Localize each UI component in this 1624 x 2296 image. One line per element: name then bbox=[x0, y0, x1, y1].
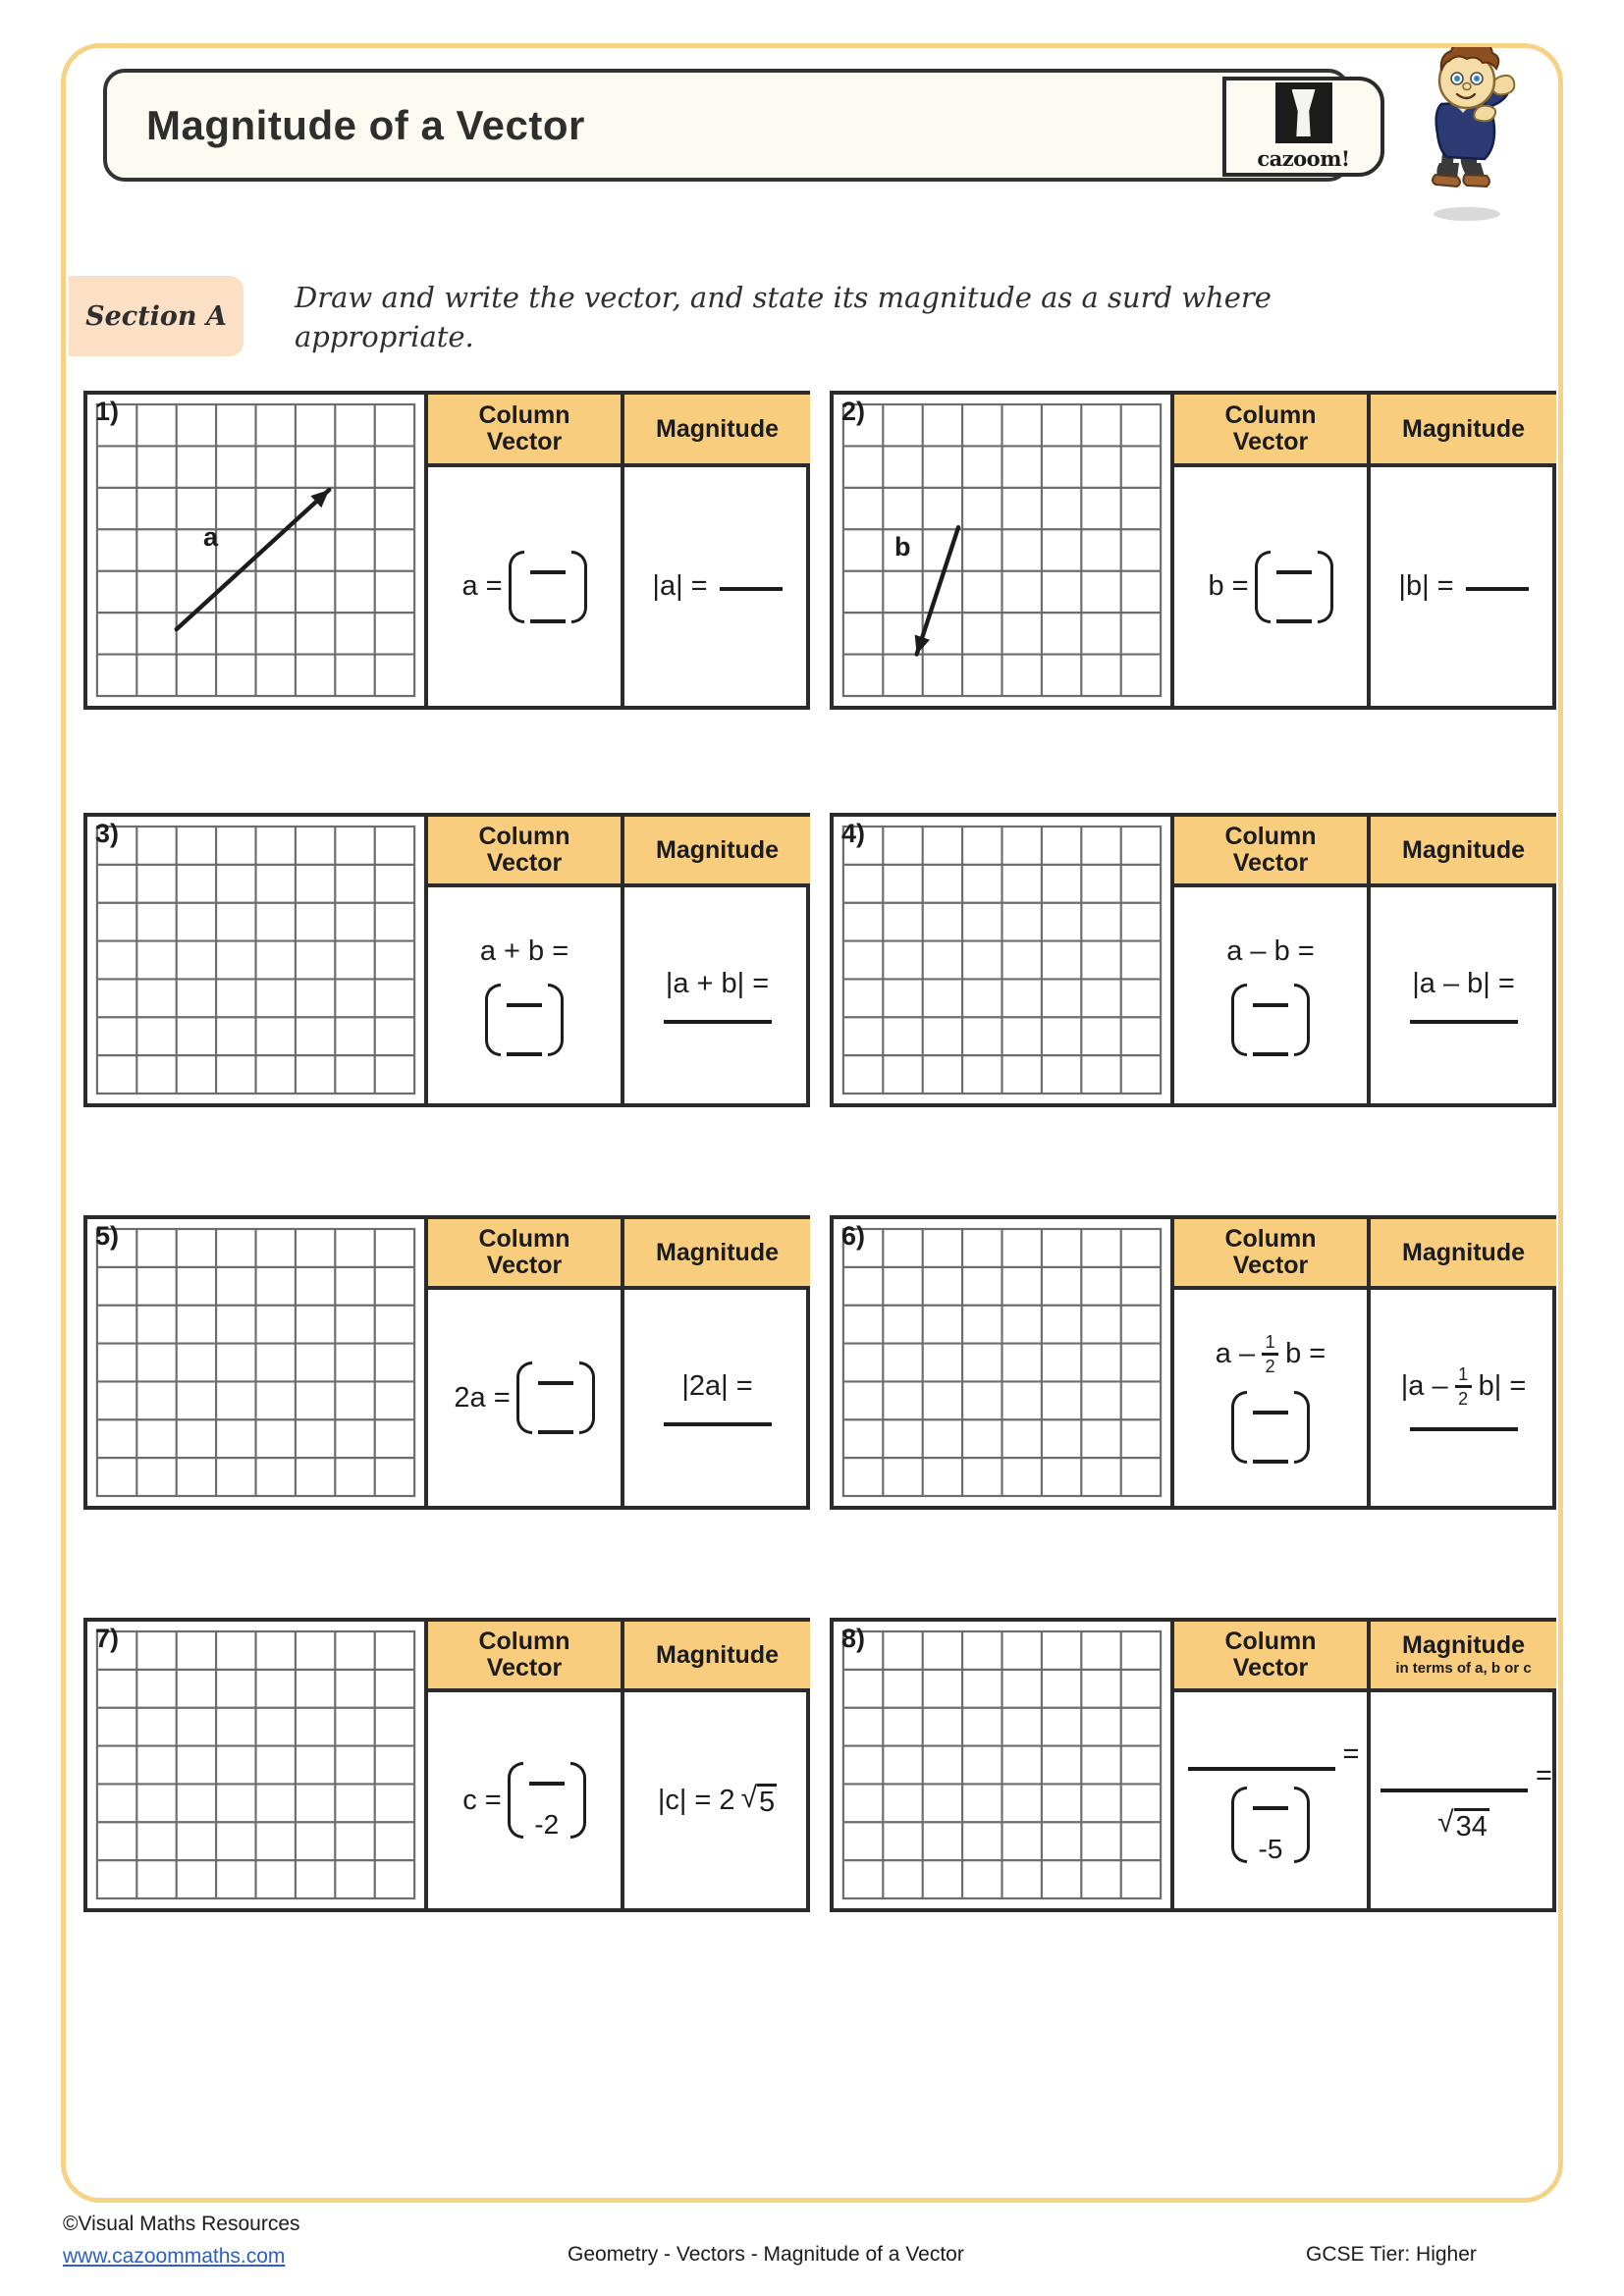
header-line-2: Vector bbox=[486, 428, 563, 455]
vector-bottom-blank[interactable] bbox=[1253, 1440, 1288, 1464]
vector-bottom-blank[interactable] bbox=[538, 1411, 573, 1434]
magnitude-header-label: Magnitude bbox=[1402, 835, 1525, 864]
magnitude-answer-area[interactable] bbox=[1371, 1692, 1556, 1908]
vector-label: a bbox=[203, 522, 219, 552]
column-vector-bracket bbox=[1231, 984, 1310, 1056]
vector-top-blank[interactable] bbox=[530, 551, 566, 574]
magnitude-header-label: Magnitude bbox=[656, 414, 779, 443]
magnitude-column bbox=[624, 817, 810, 1103]
magnitude-column bbox=[624, 395, 810, 706]
header-line-2: Vector bbox=[1232, 849, 1309, 877]
question-grid[interactable] bbox=[87, 1219, 428, 1506]
fraction-denominator: 2 bbox=[1458, 1388, 1469, 1409]
column-vector-header bbox=[1174, 1622, 1367, 1692]
question-block bbox=[83, 1618, 810, 1912]
magnitude-header bbox=[624, 395, 810, 467]
question-number: 2) bbox=[841, 397, 866, 426]
vector-bottom-blank[interactable] bbox=[1276, 600, 1312, 623]
column-vector-answer-area[interactable] bbox=[1174, 1290, 1367, 1506]
magnitude-suffix: b| = bbox=[1478, 1369, 1527, 1402]
fraction-bar bbox=[1455, 1385, 1472, 1388]
answer-blank-line[interactable] bbox=[1410, 1423, 1518, 1431]
question-block bbox=[83, 813, 810, 1107]
question-grid[interactable] bbox=[834, 395, 1174, 706]
magnitude-header-subtitle: in terms of a, b or c bbox=[1395, 1660, 1532, 1678]
column-vector-column bbox=[1174, 1622, 1371, 1908]
magnitude-header bbox=[1371, 817, 1556, 887]
column-vector-header bbox=[1174, 1219, 1367, 1290]
header-line-2: Vector bbox=[486, 1252, 563, 1279]
magnitude-header bbox=[1371, 395, 1556, 467]
question-block bbox=[83, 1215, 810, 1510]
vector-bottom-blank[interactable] bbox=[507, 1033, 542, 1056]
radicand: 5 bbox=[757, 1784, 777, 1817]
column-vector-answer-area[interactable] bbox=[428, 1692, 621, 1908]
fraction-bar bbox=[1262, 1353, 1278, 1356]
fraction-numerator: 1 bbox=[1458, 1363, 1469, 1384]
question-grid[interactable] bbox=[834, 1219, 1174, 1506]
magnitude-column bbox=[1371, 395, 1556, 706]
expression: a + b = bbox=[479, 934, 569, 967]
vector-top-blank[interactable] bbox=[1253, 984, 1288, 1007]
magnitude-answer-area[interactable] bbox=[624, 1290, 810, 1506]
header-line-2: Vector bbox=[486, 1654, 563, 1682]
magnitude-answer-area[interactable] bbox=[1371, 1290, 1556, 1506]
section-label: Section A bbox=[85, 300, 227, 332]
expression bbox=[462, 1762, 586, 1839]
answer-blank-line[interactable] bbox=[664, 1016, 772, 1024]
question-grid[interactable] bbox=[87, 817, 428, 1103]
header-line-1: Column bbox=[1224, 823, 1317, 850]
question-number: 3) bbox=[95, 819, 120, 848]
header-line-1: Column bbox=[1224, 401, 1317, 429]
section-instruction: Draw and write the vector, and state its magnitude as a surd where appropriate. bbox=[295, 281, 1272, 354]
expression-prefix: c = bbox=[462, 1784, 502, 1816]
question-block bbox=[83, 391, 810, 710]
header-line-2: Vector bbox=[486, 849, 563, 877]
magnitude-expression bbox=[1401, 1365, 1527, 1408]
column-vector-column bbox=[428, 395, 624, 706]
header-line-1: Column bbox=[1224, 1628, 1317, 1655]
column-vector-header bbox=[1174, 395, 1367, 467]
column-vector-answer-area[interactable] bbox=[1174, 887, 1367, 1103]
radicand: 34 bbox=[1454, 1808, 1489, 1842]
column-vector-column bbox=[428, 1219, 624, 1506]
magnitude-header-label: Magnitude bbox=[656, 1640, 779, 1669]
expression bbox=[1216, 1333, 1326, 1375]
vector-top-blank[interactable] bbox=[1253, 1787, 1288, 1810]
vector-label: b bbox=[894, 532, 911, 561]
question-number: 5) bbox=[95, 1221, 120, 1251]
footer-right: GCSE Tier: Higher bbox=[1306, 2243, 1477, 2266]
radical-sign-icon: √ bbox=[1437, 1805, 1454, 1839]
footer-left bbox=[63, 2209, 300, 2272]
question-number: 4) bbox=[841, 819, 866, 848]
magnitude-prefix: |a – bbox=[1400, 1369, 1448, 1402]
magnitude-header-label: Magnitude bbox=[1402, 1238, 1525, 1266]
header-line-1: Column bbox=[478, 1225, 570, 1253]
magnitude-label: |b| = bbox=[1398, 570, 1454, 602]
expression-prefix: a = bbox=[461, 570, 503, 602]
fraction bbox=[1262, 1333, 1278, 1375]
magnitude-header bbox=[624, 817, 810, 887]
column-vector-column bbox=[428, 1622, 624, 1908]
magnitude-column bbox=[1371, 1219, 1556, 1506]
page-title: Magnitude of a Vector bbox=[146, 101, 585, 148]
answer-blank-line[interactable] bbox=[664, 1418, 772, 1426]
column-vector-header bbox=[428, 817, 621, 887]
header-line-2: Vector bbox=[1232, 1252, 1309, 1279]
column-vector-answer-area[interactable] bbox=[428, 1290, 621, 1506]
answer-blank-row[interactable] bbox=[1182, 1738, 1360, 1771]
section-badge bbox=[69, 276, 244, 356]
answer-blank-line[interactable] bbox=[720, 583, 783, 591]
magnitude-expression bbox=[1398, 570, 1528, 603]
vector-top-blank[interactable] bbox=[538, 1362, 573, 1385]
cazoom-logo bbox=[1222, 77, 1384, 177]
expression-suffix: b = bbox=[1285, 1337, 1326, 1369]
magnitude-label: |a + b| = bbox=[665, 967, 770, 999]
magnitude-label: |a – b| = bbox=[1412, 967, 1515, 999]
magnitude-expression bbox=[652, 570, 782, 603]
vector-bottom-value[interactable]: -2 bbox=[534, 1809, 560, 1840]
column-vector-column bbox=[428, 817, 624, 1103]
magnitude-label: |2a| = bbox=[681, 1369, 753, 1402]
expression bbox=[461, 551, 586, 623]
header-line-1: Column bbox=[478, 401, 570, 429]
column-vector-header bbox=[428, 1219, 621, 1290]
column-vector-bracket bbox=[508, 1762, 586, 1839]
header-line-1: Column bbox=[1224, 1225, 1317, 1253]
column-vector-bracket bbox=[509, 551, 587, 623]
magnitude-header-label: Magnitude bbox=[1402, 414, 1525, 443]
answer-blank-row[interactable] bbox=[1375, 1760, 1552, 1792]
magnitude-answer-area[interactable] bbox=[624, 887, 810, 1103]
magnitude-column bbox=[624, 1219, 810, 1506]
cazoom-glass-icon bbox=[1275, 82, 1332, 143]
vector-bottom-blank[interactable] bbox=[530, 600, 566, 623]
magnitude-column bbox=[1371, 817, 1556, 1103]
footer bbox=[0, 2205, 1624, 2293]
answer-blank-line[interactable] bbox=[1188, 1763, 1335, 1771]
header-line-2: Vector bbox=[1232, 428, 1309, 455]
magnitude-expression bbox=[658, 1784, 777, 1817]
answer-blank-line[interactable] bbox=[1466, 583, 1529, 591]
expression-prefix: a – bbox=[1215, 1337, 1256, 1369]
fraction bbox=[1455, 1365, 1472, 1408]
vector-bottom-blank[interactable] bbox=[1253, 1033, 1288, 1056]
vector-top-blank[interactable] bbox=[1253, 1391, 1288, 1415]
mascot-schoolboy-icon bbox=[1402, 47, 1528, 224]
vector-top-blank[interactable] bbox=[529, 1762, 565, 1786]
magnitude-label: |a| = bbox=[652, 570, 708, 602]
header-line-2: Vector bbox=[1232, 1654, 1309, 1682]
expression-prefix: 2a = bbox=[454, 1381, 511, 1414]
column-vector-answer-area[interactable] bbox=[1174, 1692, 1367, 1908]
column-vector-header bbox=[428, 1622, 621, 1692]
magnitude-answer-area[interactable] bbox=[1371, 467, 1556, 706]
column-vector-column bbox=[1174, 1219, 1371, 1506]
question-block bbox=[830, 391, 1556, 710]
answer-blank-line[interactable] bbox=[1410, 1016, 1518, 1024]
magnitude-label: |c| = 2 bbox=[657, 1784, 735, 1816]
question-number: 1) bbox=[95, 397, 120, 426]
header-line-1: Column bbox=[478, 823, 570, 850]
radical bbox=[741, 1784, 778, 1817]
column-vector-bracket bbox=[516, 1362, 595, 1434]
column-vector-header bbox=[428, 395, 621, 467]
question-block bbox=[830, 1618, 1556, 1912]
logo-wordmark: cazoom! bbox=[1257, 146, 1350, 171]
fraction-numerator: 1 bbox=[1265, 1331, 1275, 1352]
title-box bbox=[103, 69, 1350, 182]
footer-center: Geometry - Vectors - Magnitude of a Vector bbox=[568, 2243, 964, 2266]
magnitude-answer-area[interactable] bbox=[1371, 887, 1556, 1103]
column-vector-column bbox=[1174, 395, 1371, 706]
magnitude-answer-area[interactable] bbox=[624, 1692, 810, 1908]
header-line-1: Column bbox=[478, 1628, 570, 1655]
equals-sign: = bbox=[1342, 1737, 1360, 1770]
question-number: 8) bbox=[841, 1624, 866, 1653]
question-grid[interactable] bbox=[87, 1622, 428, 1908]
vector-bottom-value[interactable]: -5 bbox=[1258, 1833, 1283, 1864]
column-vector-bracket bbox=[1255, 551, 1333, 623]
expression bbox=[1208, 551, 1332, 623]
magnitude-column bbox=[624, 1622, 810, 1908]
column-vector-header bbox=[1174, 817, 1367, 887]
question-number: 6) bbox=[841, 1221, 866, 1251]
fraction-denominator: 2 bbox=[1265, 1356, 1275, 1376]
column-vector-bracket bbox=[1231, 1391, 1310, 1464]
vector-top-blank[interactable] bbox=[507, 984, 542, 1007]
expression: a – b = bbox=[1226, 934, 1315, 967]
magnitude-column bbox=[1371, 1622, 1556, 1908]
column-vector-column bbox=[1174, 817, 1371, 1103]
vector-top-blank[interactable] bbox=[1276, 551, 1312, 574]
magnitude-answer-area[interactable] bbox=[624, 467, 810, 706]
magnitude-header bbox=[1371, 1622, 1556, 1692]
answer-blank-line[interactable] bbox=[1380, 1785, 1528, 1792]
radical bbox=[1437, 1805, 1489, 1842]
column-vector-answer-area[interactable] bbox=[428, 467, 621, 706]
equals-sign: = bbox=[1536, 1759, 1552, 1791]
magnitude-header-label: Magnitude bbox=[656, 1238, 779, 1266]
column-vector-answer-area[interactable] bbox=[1174, 467, 1367, 706]
question-block bbox=[830, 813, 1556, 1107]
magnitude-header bbox=[1371, 1219, 1556, 1290]
magnitude-header bbox=[624, 1219, 810, 1290]
copyright-text: ©Visual Maths Resources bbox=[63, 2213, 300, 2235]
question-number: 7) bbox=[95, 1624, 120, 1653]
magnitude-header-label: Magnitude bbox=[656, 835, 779, 864]
column-vector-bracket bbox=[485, 984, 564, 1056]
question-grid[interactable] bbox=[87, 395, 428, 706]
question-block bbox=[830, 1215, 1556, 1510]
website-link[interactable]: www.cazoommaths.com bbox=[63, 2244, 286, 2268]
question-grid[interactable] bbox=[834, 1622, 1174, 1908]
column-vector-bracket bbox=[1231, 1787, 1310, 1863]
expression-prefix: b = bbox=[1208, 570, 1249, 602]
radical-sign-icon: √ bbox=[740, 1782, 758, 1814]
magnitude-header-label: Magnitude bbox=[1402, 1631, 1525, 1660]
magnitude-header bbox=[624, 1622, 810, 1692]
question-grid[interactable] bbox=[834, 817, 1174, 1103]
expression bbox=[454, 1362, 594, 1434]
column-vector-answer-area[interactable] bbox=[428, 887, 621, 1103]
